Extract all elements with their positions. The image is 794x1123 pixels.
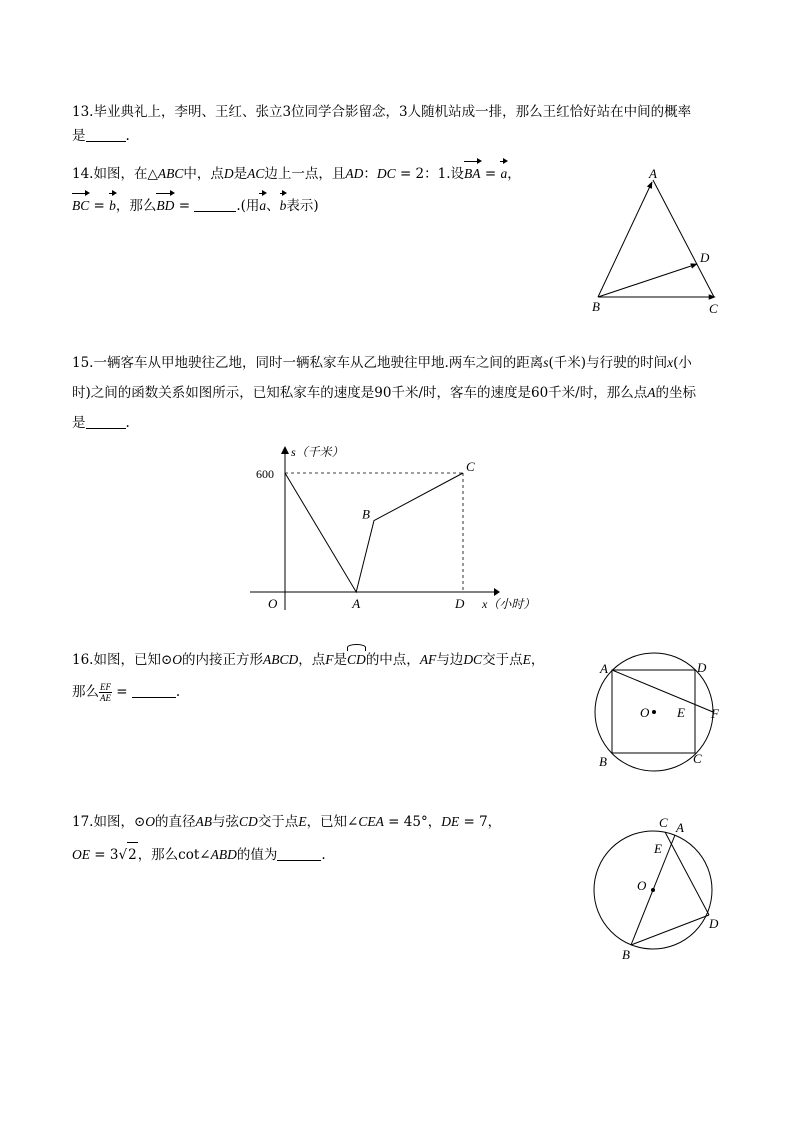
q17-line1 xyxy=(72,810,501,834)
q17-text: = 45°， xyxy=(383,814,442,830)
q16-text: . xyxy=(175,684,181,700)
q16-text: 的内接正方形 xyxy=(182,652,264,668)
q14-text: ： xyxy=(363,166,377,182)
q14-text: = xyxy=(89,198,110,214)
q15-text: (小 xyxy=(673,355,692,371)
question-14 xyxy=(72,162,521,218)
q16-line2 xyxy=(72,680,544,704)
q17-number: 17. xyxy=(72,814,94,830)
q17-label-d: D xyxy=(709,916,719,931)
q15-answer-blank xyxy=(86,414,126,429)
q16-text: 是 xyxy=(333,652,348,668)
q15-x-axis-arrow xyxy=(494,588,500,596)
q17-label-b: B xyxy=(622,947,630,962)
q14-vector-b: b xyxy=(280,194,287,218)
q16-text: 如图，已知⊙ xyxy=(93,652,173,668)
q15-point-a: A xyxy=(647,385,656,400)
q16-label-f: F xyxy=(711,706,719,721)
q17-cea: CEA xyxy=(358,814,384,829)
q16-text: 与边 xyxy=(436,652,464,668)
q14-answer-blank xyxy=(194,197,236,212)
q14-ac: AC xyxy=(247,166,265,181)
q17-line2 xyxy=(72,842,501,867)
q14-text: ，那么 xyxy=(115,198,157,214)
q14-triangle-figure xyxy=(580,160,730,320)
q15-series-line xyxy=(285,473,463,592)
q16-label-a: A xyxy=(600,661,608,676)
q16-label-c: C xyxy=(693,751,702,766)
q17-text: = 3 xyxy=(90,847,119,863)
q14-abc: ABC xyxy=(157,166,184,181)
q16-dc: DC xyxy=(463,652,483,667)
q16-fraction xyxy=(99,682,112,703)
q13-line2 xyxy=(72,124,691,148)
q14-text: 如图，在△ xyxy=(93,166,158,182)
q17-center-dot xyxy=(651,888,655,892)
q15-var-s: s xyxy=(543,355,549,370)
q15-var-x: x xyxy=(667,355,674,370)
q14-vector-bd: BD xyxy=(156,194,174,218)
q16-fraction-denominator: AE xyxy=(100,693,111,703)
q15-y-axis-arrow xyxy=(281,446,289,454)
q14-text: = xyxy=(480,166,501,182)
q14-vector-bd-line xyxy=(598,264,697,297)
q16-line1 xyxy=(72,648,544,672)
q14-vector-a: a xyxy=(259,194,266,218)
q15-text: 的坐标 xyxy=(655,385,696,401)
q17-label-e: E xyxy=(654,841,662,856)
q16-label-o: O xyxy=(640,705,650,720)
q14-vector-ba: BA xyxy=(464,162,481,186)
q15-line1 xyxy=(72,351,696,375)
q15-line3 xyxy=(72,411,696,435)
q15-point-label-c: C xyxy=(466,459,475,474)
q14-line2 xyxy=(72,194,521,218)
q13-suffix: . xyxy=(125,128,130,144)
q16-text: 交于点 xyxy=(482,652,523,668)
q14-label-d: D xyxy=(700,250,710,265)
q16-e: E xyxy=(522,652,531,667)
q16-label-b: B xyxy=(599,754,607,769)
q14-number: 14. xyxy=(72,166,94,182)
q17-radicand: 2 xyxy=(127,842,138,867)
q14-text: 边上一点，且 xyxy=(264,166,346,182)
q17-label-c: C xyxy=(659,815,668,830)
q16-text: ，点 xyxy=(298,652,326,668)
q14-dc: DC xyxy=(376,166,396,181)
q14-text: = 2：1.设 xyxy=(395,166,465,182)
q17-text: 如图，⊙ xyxy=(93,814,146,830)
q14-label-a: A xyxy=(649,166,657,181)
q15-prefix: 是 xyxy=(72,415,86,431)
q17-circle-figure xyxy=(585,815,735,965)
question-15 xyxy=(72,351,696,435)
q15-suffix: . xyxy=(125,415,130,431)
q15-x-axis-label: x（小时） xyxy=(482,597,536,611)
q14-text: = xyxy=(174,198,195,214)
q14-label-b: B xyxy=(592,299,600,314)
q17-answer-blank xyxy=(277,846,321,861)
q14-side-ac xyxy=(653,180,714,297)
q15-point-label-a: A xyxy=(352,596,361,611)
q17-label-a: A xyxy=(676,820,684,835)
q14-text: ， xyxy=(507,166,521,182)
q17-radical-sign: √ xyxy=(118,847,128,863)
q17-segment-bd xyxy=(631,915,709,945)
q15-y-axis-label: s（千米） xyxy=(291,445,344,459)
q16-label-e: E xyxy=(677,705,685,720)
q16-circle-figure xyxy=(590,655,730,785)
q13-line1: 13.毕业典礼上，李明、王红、张立3位同学合影留念，3人随机站成一排，那么王红恰好站在中间的概率 xyxy=(72,104,692,120)
q15-text: 时)之间的函数关系如图所示，已知私家车的速度是90千米/时，客车的速度是60千米/时，那么点 xyxy=(72,385,648,401)
q16-f: F xyxy=(325,652,334,667)
q17-text: 与弦 xyxy=(212,814,240,830)
q16-text: 那么 xyxy=(72,684,99,700)
q17-o: O xyxy=(145,814,156,829)
q17-de: DE xyxy=(441,814,460,829)
q17-ab: AB xyxy=(195,814,213,829)
q14-text: .(用 xyxy=(236,198,260,214)
q17-text: ，已知∠ xyxy=(306,814,359,830)
q17-cd: CD xyxy=(239,814,258,829)
q16-text: ， xyxy=(530,652,545,668)
q16-segment-af xyxy=(612,670,713,712)
q16-text: = xyxy=(112,684,132,700)
q16-answer-blank xyxy=(132,683,176,698)
q14-text: 、 xyxy=(266,198,280,214)
q13-prefix: 是 xyxy=(72,128,86,144)
question-13 xyxy=(72,100,691,148)
q17-text: . xyxy=(321,847,326,863)
q14-vector-b: b xyxy=(109,194,116,218)
q17-text: = 7， xyxy=(459,814,502,830)
q17-text: 的值为 xyxy=(236,847,278,863)
q15-point-label-b: B xyxy=(362,506,370,522)
q14-vector-a: a xyxy=(500,162,507,186)
q17-e: E xyxy=(298,814,307,829)
q16-text: 的中点， xyxy=(365,652,420,668)
q15-line2 xyxy=(72,381,696,405)
q14-label-c: C xyxy=(709,301,718,316)
q14-ad: AD xyxy=(345,166,364,181)
q16-fraction-numerator: EF xyxy=(100,682,111,692)
q15-text: (千米)与行驶的时间 xyxy=(548,355,668,371)
q16-af: AF xyxy=(419,652,437,667)
q15-point-label-d: D xyxy=(455,596,465,611)
q17-text: 交于点 xyxy=(257,814,299,830)
q14-d: D xyxy=(223,166,234,181)
q14-text: 表示) xyxy=(286,198,319,214)
q17-abd: ABD xyxy=(210,847,237,862)
q15-y-tick-600: 600 xyxy=(256,467,274,481)
q16-arc-cd: CD xyxy=(347,648,366,672)
question-16 xyxy=(72,648,544,704)
q14-vector-ba-line xyxy=(598,182,652,297)
question-17 xyxy=(72,810,501,867)
q16-number: 16. xyxy=(72,652,94,668)
q13-answer-blank xyxy=(86,127,126,142)
q16-center-dot xyxy=(652,710,656,714)
q15-chart xyxy=(250,440,540,620)
q17-oe: OE xyxy=(72,847,90,862)
q15-text: 15.一辆客车从甲地驶往乙地，同时一辆私家车从乙地驶往甲地.两车之间的距离 xyxy=(72,355,544,371)
q17-label-o: O xyxy=(637,878,647,893)
q16-label-d: D xyxy=(697,660,707,675)
q16-abcd: ABCD xyxy=(263,652,299,667)
q14-text: 是 xyxy=(233,166,248,182)
q14-text: 中，点 xyxy=(183,166,224,182)
q14-line1 xyxy=(72,162,521,186)
q14-vector-bc: BC xyxy=(72,194,89,218)
q17-text: ，那么cot∠ xyxy=(137,847,211,863)
q17-text: 的直径 xyxy=(155,814,196,830)
q16-o: O xyxy=(172,652,183,667)
q15-origin-label: O xyxy=(268,596,278,611)
q17-chord-cd xyxy=(665,832,709,915)
